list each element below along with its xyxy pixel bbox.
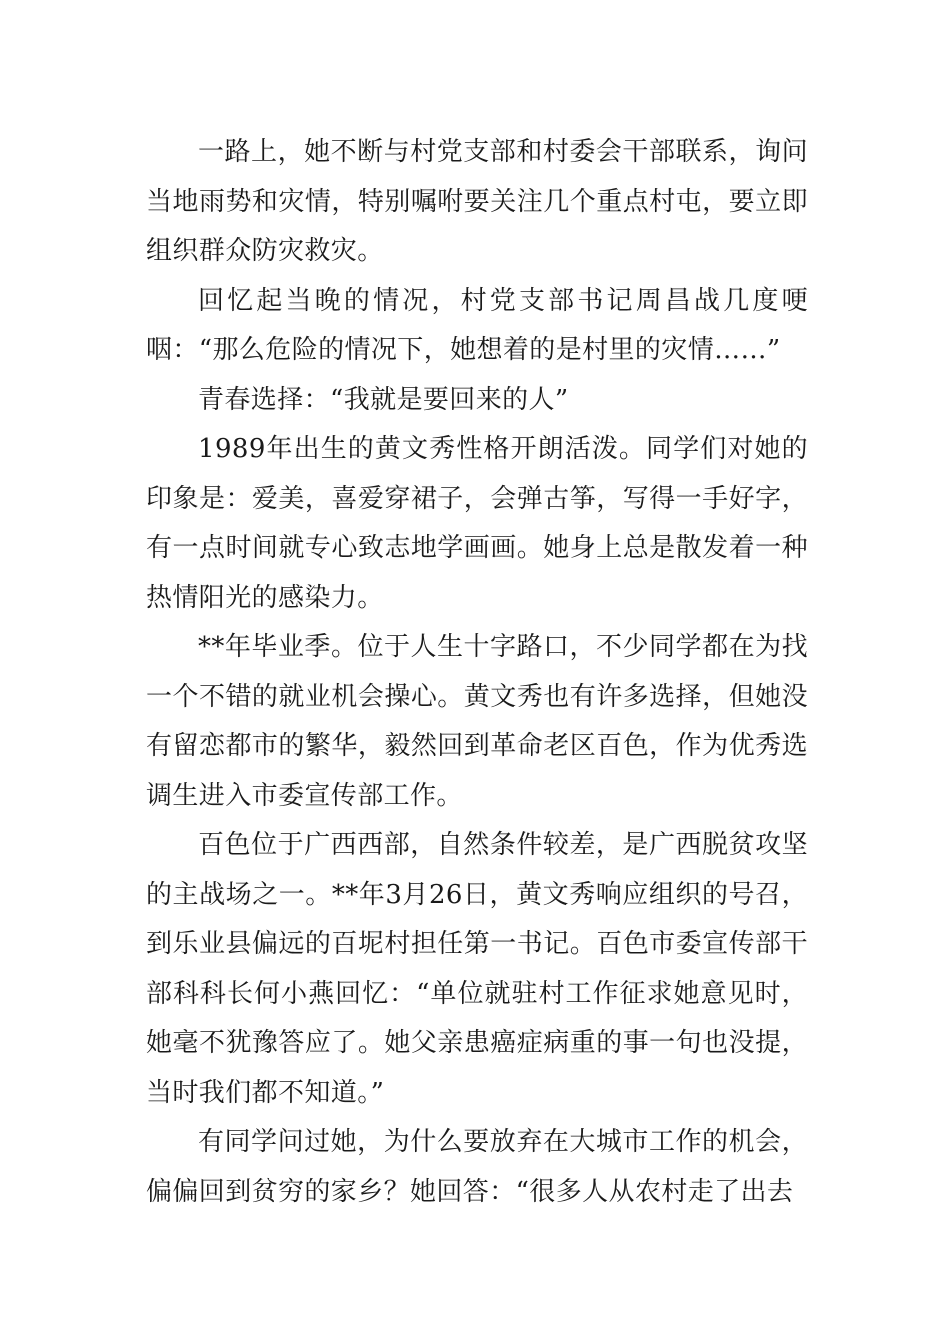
paragraph-4: **年毕业季。位于人生十字路口，不少同学都在为找一个不错的就业机会操心。黄文秀也有许多选择，但她没有留恋都市的繁华，毅然回到革命老区百色，作为优秀选调生进入市委宣传部工作。 <box>146 632 808 811</box>
paragraph-1: 一路上，她不断与村党支部和村委会干部联系，询问当地雨势和灾情，特别嘱咐要关注几个重点村屯，要立即组织群众防灾救灾。 <box>146 137 808 266</box>
paragraph-2: 回忆起当晚的情况，村党支部书记周昌战几度哽咽：“那么危险的情况下，她想着的是村里的灾情……” <box>146 285 808 365</box>
section-heading: 青春选择：“我就是要回来的人” <box>198 384 569 415</box>
paragraph-6: 有同学问过她，为什么要放弃在大城市工作的机会，偏偏回到贫穷的家乡？她回答：“很多人从农村走了出去 <box>146 1127 808 1207</box>
paragraph-3: 1989年出生的黄文秀性格开朗活泼。同学们对她的印象是：爱美，喜爱穿裙子，会弹古筝，写得一手好字，有一点时间就专心致志地学画画。她身上总是散发着一种热情阳光的感染力。 <box>146 434 808 613</box>
document-body <box>146 128 808 1217</box>
paragraph-5: 百色位于广西西部，自然条件较差，是广西脱贫攻坚的主战场之一。**年3月26日，黄文秀响应组织的号召，到乐业县偏远的百坭村担任第一书记。百色市委宣传部干部科科长何小燕回忆：“单位就驻村工作征求她意见时，她毫不犹豫答应了。她父亲患癌症病重的事一句也没提，当时我们都不知道。” <box>146 830 808 1108</box>
